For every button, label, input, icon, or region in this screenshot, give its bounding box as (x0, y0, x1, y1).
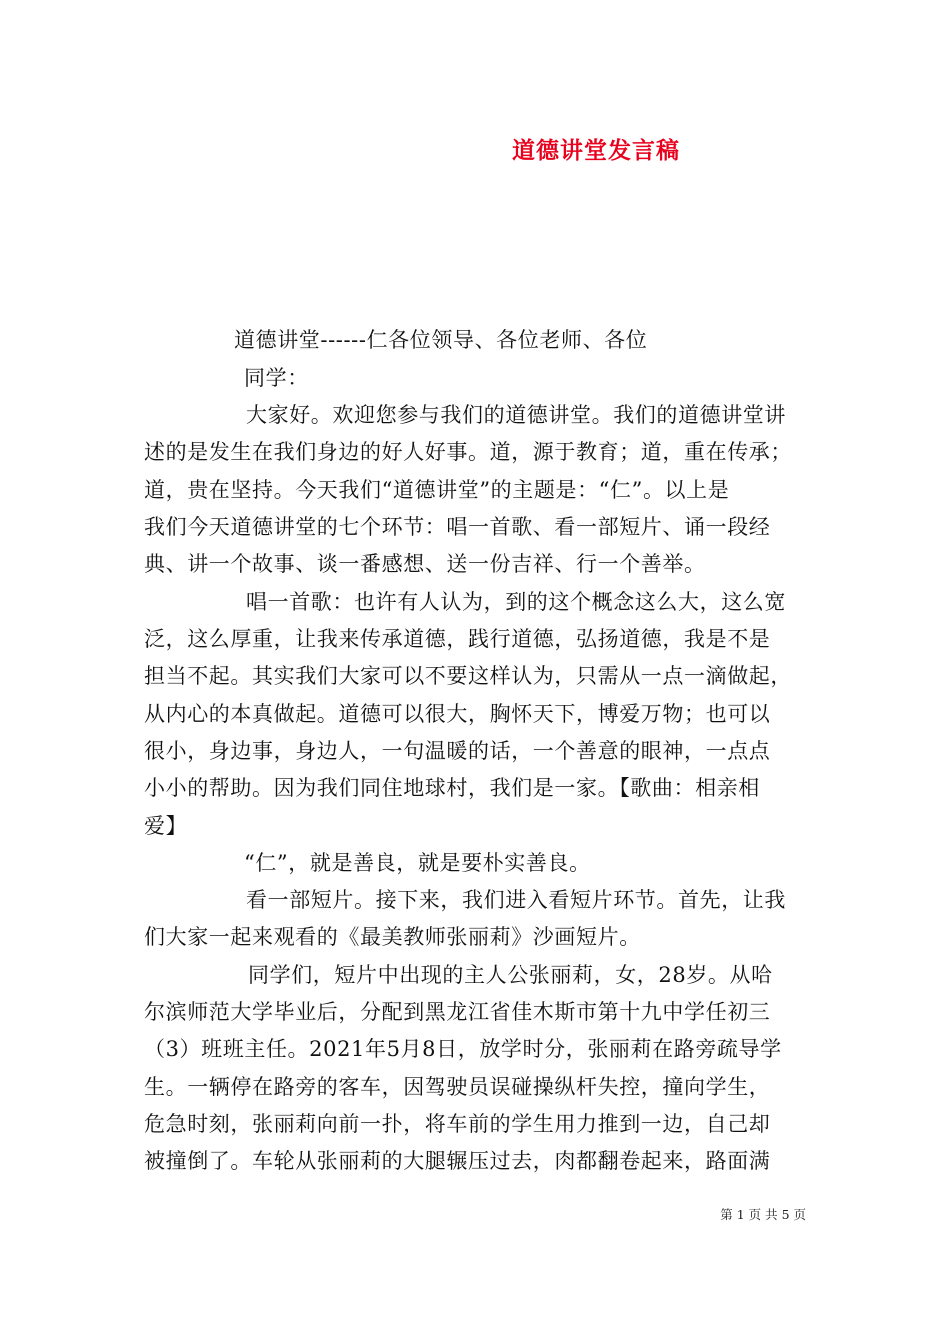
text-line: 看一部短片。接下来，我们进入看短片环节。首先，让我 (246, 888, 786, 912)
text-line: 同学们，短片中出现的主人公张丽莉，女，28岁。从哈 (248, 963, 773, 987)
text-line: 们大家一起来观看的《最美教师张丽莉》沙画短片。 (144, 925, 641, 949)
text-line: 担当不起。其实我们大家可以不要这样认为，只需从一点一滴做起， (144, 664, 792, 688)
text-line: 述的是发生在我们身边的好人好事。道，源于教育；道，重在传承； (144, 440, 792, 464)
text-line: （3）班班主任。2021年5月8日，放学时分，张丽莉在路旁疏导学 (144, 1037, 782, 1061)
text-line: 道德讲堂------仁各位领导、各位老师、各位 (234, 328, 648, 352)
text-line: 很小，身边事，身边人，一句温暖的话，一个善意的眼神，一点点 (144, 739, 771, 763)
text-line: 被撞倒了。车轮从张丽莉的大腿辗压过去，肉都翻卷起来，路面满 (144, 1149, 771, 1173)
text-line: 危急时刻，张丽莉向前一扑，将车前的学生用力推到一边，自己却 (144, 1112, 771, 1136)
text-line: 我们今天道德讲堂的七个环节：唱一首歌、看一部短片、诵一段经 (144, 515, 771, 539)
text-line: 泛，这么厚重，让我来传承道德，践行道德，弘扬道德，我是不是 (144, 627, 771, 651)
text-line: 小小的帮助。因为我们同住地球村，我们是一家。【歌曲：相亲相 (144, 776, 760, 800)
text-line: 同学： (244, 366, 309, 390)
text-line: 尔滨师范大学毕业后，分配到黑龙江省佳木斯市第十九中学任初三 (144, 1000, 771, 1024)
text-line: 道，贵在坚持。今天我们“道德讲堂”的主题是：“仁”。以上是 (144, 478, 730, 502)
text-line: 从内心的本真做起。道德可以很大，胸怀天下，博爱万物；也可以 (144, 702, 771, 726)
text-line: 唱一首歌：也许有人认为，到的这个概念这么大，这么宽 (246, 590, 786, 614)
text-line: “仁”，就是善良，就是要朴实善良。 (244, 851, 591, 875)
text-line: 大家好。欢迎您参与我们的道德讲堂。我们的道德讲堂讲 (246, 403, 786, 427)
text-line: 生。一辆停在路旁的客车，因驾驶员误碰操纵杆失控，撞向学生， (144, 1075, 771, 1099)
document-title: 道德讲堂发言稿 (512, 138, 680, 164)
text-line: 爱】 (144, 814, 188, 838)
page-number: 第 1 页 共 5 页 (720, 1207, 806, 1222)
text-line: 典、讲一个故事、谈一番感想、送一份吉祥、行一个善举。 (144, 552, 706, 576)
